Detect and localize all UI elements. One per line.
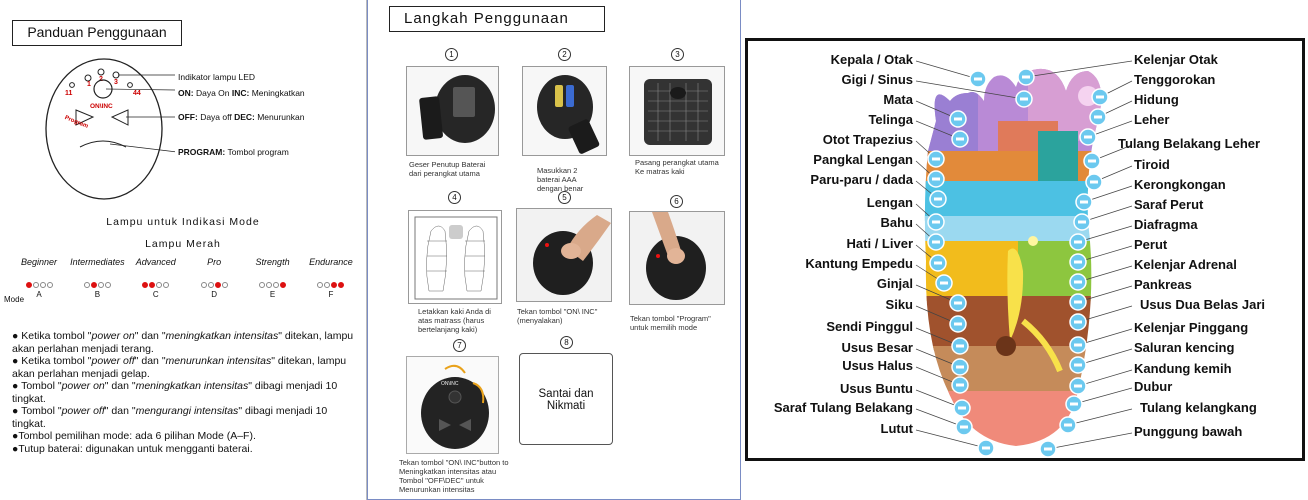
sensor-pad-icon	[928, 234, 944, 250]
step-2-number: 2	[558, 48, 571, 61]
mode-lights	[185, 275, 243, 284]
foot-label-right: Pankreas	[1134, 277, 1192, 292]
mode-letter: C	[152, 290, 159, 299]
indicator-light-icon	[98, 282, 104, 288]
foot-mat-icon	[630, 67, 725, 156]
usage-steps-panel	[367, 0, 741, 500]
sensor-pad-icon	[1070, 254, 1086, 270]
instruction-bullet: ● Ketika tombol "power off" dan "menurunkan intensitas" ditekan, lampu akan perlahan menjadi gelap.	[12, 355, 347, 380]
led-annotation: Indikator lampu LED	[178, 72, 256, 82]
step-2-caption: Masukkan 2 baterai AAA dengan benar	[537, 166, 584, 193]
leader-line	[1048, 433, 1132, 449]
mode-name: Strength	[255, 257, 290, 267]
indicator-light-icon	[163, 282, 169, 288]
foot-reflexology-map	[748, 41, 1302, 458]
foot-label-left: Hati / Liver	[846, 236, 913, 251]
foot-label-left: Mata	[883, 92, 913, 107]
sensor-pad-icon	[1080, 129, 1096, 145]
sensor-pad-icon	[1066, 396, 1082, 412]
foot-label-right: Usus Dua Belas Jari	[1140, 297, 1266, 312]
foot-label-left: Usus Halus	[842, 358, 913, 373]
mode-name: Beginner	[20, 257, 58, 267]
mode-item-d	[185, 257, 243, 299]
indicator-light-icon	[222, 282, 228, 288]
mode-name: Endurance	[309, 257, 353, 267]
leader-line	[916, 430, 986, 448]
foot-label-right: Kelenjar Pinggang	[1134, 320, 1249, 335]
sensor-pad-icon	[956, 419, 972, 435]
instruction-bullet: ● Ketika tombol "power on" dan "meningkatkan intensitas" ditekan, lampu akan perlahan menjadi terang.	[12, 330, 354, 355]
leader-line	[916, 61, 978, 79]
off-dec-annotation: OFF: Daya off DEC: Menurunkan	[178, 112, 305, 122]
step-8-number: 8	[560, 336, 573, 349]
foot-label-right: Hidung	[1134, 92, 1179, 107]
sensor-pad-icon	[952, 359, 968, 375]
red-light-heading: Lampu Merah	[145, 238, 221, 250]
foot-label-right: Saluran kencing	[1134, 340, 1235, 355]
foot-label-right: Dubur	[1134, 379, 1173, 394]
instruction-bullet: ● Tombol "power on" dan "meningkatkan intensitas" dibagi menjadi 10 tingkat.	[12, 380, 338, 405]
foot-label-left: Usus Besar	[841, 340, 913, 355]
step-4-photo	[408, 210, 502, 304]
indicator-light-icon	[317, 282, 323, 288]
sensor-pad-icon	[952, 377, 968, 393]
indicator-light-icon	[40, 282, 46, 288]
foot-label-left: Siku	[885, 297, 913, 312]
indicator-light-icon	[26, 282, 32, 288]
mode-item-b	[68, 257, 126, 299]
step-7-caption: Tekan tombol "ON\ INC"button to Meningkatkan intensitas atau Tombol "OFF\DEC" untuk Menurunkan intensitas	[399, 458, 509, 494]
indicator-light-icon	[84, 282, 90, 288]
mode-indicator-heading: Lampu untuk Indikasi Mode	[106, 216, 260, 228]
mode-lights	[10, 275, 68, 284]
svg-text:ON\INC: ON\INC	[90, 103, 113, 110]
intensity-buttons-icon	[407, 357, 499, 454]
foot-label-left: Paru-paru / dada	[810, 172, 913, 187]
instruction-bullets	[12, 330, 357, 455]
sensor-pad-icon	[1070, 274, 1086, 290]
indicator-light-icon	[324, 282, 330, 288]
press-program-button-icon	[630, 212, 725, 305]
sensor-pad-icon	[928, 151, 944, 167]
step-8-relax-box: Santai dan Nikmati	[519, 353, 613, 445]
mode-letter: A	[36, 290, 42, 299]
step-1-photo	[406, 66, 499, 156]
foot-label-left: Saraf Tulang Belakang	[773, 400, 913, 415]
foot-label-left: Pangkal Lengan	[813, 152, 913, 167]
indicator-light-icon	[208, 282, 214, 288]
foot-label-right: Kelenjar Otak	[1134, 52, 1218, 67]
foot-label-left: Sendi Pinggul	[826, 319, 913, 334]
battery-icon	[523, 67, 607, 156]
foot-label-right: Perut	[1134, 237, 1168, 252]
mode-lights	[68, 275, 126, 284]
svg-text:11: 11	[65, 90, 73, 97]
sensor-pad-icon	[950, 111, 966, 127]
step-5-photo	[516, 208, 612, 302]
indicator-light-icon	[201, 282, 207, 288]
indicator-light-icon	[142, 282, 148, 288]
foot-label-left: Bahu	[880, 215, 913, 230]
foot-label-right: Kandung kemih	[1134, 361, 1232, 376]
step-3-number: 3	[671, 48, 684, 61]
foot-label-right: Punggung bawah	[1134, 424, 1243, 439]
indicator-light-icon	[338, 282, 344, 288]
foot-label-right: Kerongkongan	[1134, 177, 1226, 192]
foot-label-left: Otot Trapezius	[822, 132, 913, 147]
sensor-pad-icon	[1074, 214, 1090, 230]
foot-label-right: Tulang kelangkang	[1140, 400, 1257, 415]
sensor-pad-icon	[930, 255, 946, 271]
sensor-pad-icon	[950, 316, 966, 332]
mode-list	[10, 257, 360, 299]
sensor-pad-icon	[1070, 337, 1086, 353]
sensor-pad-icon	[1070, 378, 1086, 394]
foot-label-left: Telinga	[868, 112, 913, 127]
mode-letter: B	[94, 290, 101, 299]
svg-text:1: 1	[87, 81, 91, 88]
step-7-number: 7	[453, 339, 466, 352]
step-4-number: 4	[448, 191, 461, 204]
mode-label: Mode	[4, 295, 25, 304]
indicator-light-icon	[156, 282, 162, 288]
sensor-pad-icon	[978, 440, 994, 456]
step-1-caption: Geser Penutup Baterai dari perangkat utama	[409, 160, 486, 178]
battery-cover-icon	[407, 67, 499, 156]
sensor-pad-icon	[954, 400, 970, 416]
foot-label-left: Ginjal	[876, 276, 913, 291]
sensor-pad-icon	[1076, 194, 1092, 210]
foot-label-right: Kelenjar Adrenal	[1134, 257, 1237, 272]
usage-guide-title: Panduan Penggunaan	[12, 20, 182, 46]
indicator-light-icon	[259, 282, 265, 288]
indicator-light-icon	[47, 282, 53, 288]
sensor-pad-icon	[1090, 109, 1106, 125]
foot-label-left: Usus Buntu	[840, 381, 913, 396]
mode-item-c	[127, 257, 185, 299]
step-2-photo	[522, 66, 607, 156]
foot-reflexology-panel	[745, 38, 1305, 461]
indicator-light-icon	[273, 282, 279, 288]
sensor-pad-icon	[1084, 153, 1100, 169]
sensor-pad-icon	[1070, 357, 1086, 373]
sensor-pad-icon	[1018, 69, 1034, 85]
step-5-caption: Tekan tombol "ON\ INC" (menyalakan)	[517, 307, 598, 325]
on-inc-annotation: ON: Daya On INC: Meningkatkan	[178, 88, 305, 98]
instruction-bullet: ●Tutup baterai: digunakan untuk mengganti baterai.	[12, 442, 253, 455]
step-3-photo	[629, 66, 725, 156]
foot-label-left: Kepala / Otak	[830, 52, 913, 67]
indicator-light-icon	[105, 282, 111, 288]
step-1-number: 1	[445, 48, 458, 61]
step-6-number: 6	[670, 195, 683, 208]
mode-item-f	[302, 257, 360, 299]
indicator-light-icon	[280, 282, 286, 288]
svg-text:Program: Program	[63, 115, 89, 130]
mode-letter: D	[211, 290, 218, 299]
remote-control-diagram	[40, 55, 175, 205]
sensor-pad-icon	[970, 71, 986, 87]
indicator-light-icon	[149, 282, 155, 288]
mode-lights	[244, 275, 302, 284]
sensor-pad-icon	[1092, 89, 1108, 105]
sensor-pad-icon	[1070, 314, 1086, 330]
step-7-photo	[406, 356, 499, 454]
program-annotation: PROGRAM: Tombol program	[178, 147, 289, 157]
foot-label-left: Kantung Empedu	[805, 256, 913, 271]
svg-text:44: 44	[133, 90, 141, 97]
mode-item-e	[244, 257, 302, 299]
foot-label-right: Tiroid	[1134, 157, 1170, 172]
usage-guide-panel	[0, 0, 366, 500]
mode-name: Intermediates	[70, 257, 125, 267]
indicator-light-icon	[33, 282, 39, 288]
step-3-caption: Pasang perangkat utama Ke matras kaki	[635, 158, 719, 176]
foot-label-left: Lengan	[866, 195, 913, 210]
foot-label-left: Lutut	[880, 421, 913, 436]
usage-steps-title: Langkah Penggunaan	[389, 6, 605, 32]
sensor-pad-icon	[1040, 441, 1056, 457]
sensor-pad-icon	[952, 338, 968, 354]
sensor-pad-icon	[1086, 174, 1102, 190]
svg-text:ON\INC: ON\INC	[441, 381, 459, 387]
mode-lights	[127, 275, 185, 284]
foot-label-right: Tulang Belakang Leher	[1118, 136, 1261, 151]
instruction-bullet: ●Tombol pemilihan mode: ada 6 pilihan Mode (A–F).	[12, 430, 256, 442]
sensor-pad-icon	[930, 191, 946, 207]
step-4-caption: Letakkan kaki Anda di atas matrass (harus bertelanjang kaki)	[418, 307, 491, 334]
sensor-pad-icon	[1016, 91, 1032, 107]
indicator-light-icon	[331, 282, 337, 288]
sensor-pad-icon	[950, 295, 966, 311]
indicator-light-icon	[215, 282, 221, 288]
step-5-number: 5	[558, 191, 571, 204]
step-6-caption: Tekan tombol "Program" untuk memilih mode	[630, 314, 711, 332]
sensor-pad-icon	[928, 171, 944, 187]
sensor-pad-icon	[1070, 234, 1086, 250]
mode-letter: E	[269, 290, 276, 299]
feet-on-mat-icon	[409, 211, 502, 304]
sensor-pad-icon	[1060, 417, 1076, 433]
foot-label-left: Gigi / Sinus	[841, 72, 913, 87]
foot-label-right: Leher	[1134, 112, 1170, 127]
mode-lights	[302, 275, 360, 284]
svg-text:3: 3	[114, 79, 118, 86]
instruction-bullet: ● Tombol "power off" dan "mengurangi intensitas" dibagi menjadi 10 tingkat.	[12, 405, 328, 430]
mode-letter: F	[328, 290, 334, 299]
mode-name: Advanced	[135, 257, 176, 267]
sensor-pad-icon	[936, 275, 952, 291]
indicator-light-icon	[266, 282, 272, 288]
mode-name: Pro	[207, 257, 222, 267]
svg-text:2: 2	[99, 76, 103, 83]
foot-label-right: Saraf Perut	[1134, 197, 1204, 212]
step-6-photo	[629, 211, 725, 305]
mode-item-a	[10, 257, 68, 299]
foot-label-right: Diafragma	[1134, 217, 1198, 232]
sensor-pad-icon	[928, 214, 944, 230]
sensor-pad-icon	[1070, 294, 1086, 310]
sensor-pad-icon	[952, 131, 968, 147]
indicator-light-icon	[91, 282, 97, 288]
foot-label-right: Tenggorokan	[1134, 72, 1216, 87]
press-on-button-icon	[517, 209, 612, 302]
